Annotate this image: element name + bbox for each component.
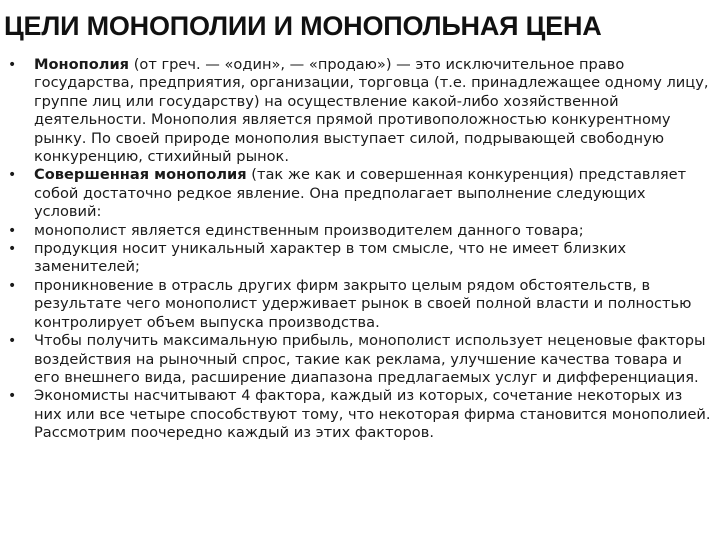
bullet-text: (так же как и совершенная конкуренция) представляет собой достаточно редкое явление. Она предполагает выполнение следующих условий: xyxy=(34,166,687,221)
bullet-term: Монополия xyxy=(34,56,130,73)
bullet-text: (от греч. — «один», — «продаю») — это исключительное право государства, предприятия, организации, торговца (т.е. принадлежащее одному лицу, группе лиц или государству) на осуществление какой-либо хозяйственной деятельности. Монополия является прямой противоположностью конкурентному рынку. По своей природе монополия выступает силой, подрывающей свободную конкуренцию, стихийный рынок. xyxy=(34,56,709,166)
bullet-icon: • xyxy=(8,333,17,350)
bullet-text: Экономисты насчитывают 4 фактора, каждый из которых, сочетание некоторых из них или все четыре способствуют тому, что некоторая фирма становится монополией. Рассмотрим поочередно каждый из этих факторов. xyxy=(34,387,711,442)
bullet-icon: • xyxy=(8,241,17,258)
bullet-item-single-producer xyxy=(0,222,716,240)
bullet-item-perfect-monopoly xyxy=(0,166,716,221)
bullet-item-unique-product xyxy=(0,240,716,277)
bullet-text: монополист является единственным производителем данного товара; xyxy=(34,221,584,239)
bullet-text: проникновение в отрасль других фирм закрыто целым рядом обстоятельств, в результате чего монополист удерживает рынок в своей полной власти и полностью контролирует объем выпуска производства. xyxy=(34,276,692,331)
bullet-icon: • xyxy=(8,388,17,405)
bullet-item-non-price-factors xyxy=(0,332,716,387)
bullet-item-four-factors xyxy=(0,387,716,442)
bullet-list xyxy=(0,56,716,443)
bullet-icon: • xyxy=(8,167,17,184)
bullet-icon: • xyxy=(8,277,17,294)
bullet-icon: • xyxy=(8,57,17,73)
bullet-icon: • xyxy=(8,222,17,239)
bullet-item-entry-barriers xyxy=(0,277,716,332)
bullet-text: продукция носит уникальный характер в том смысле, что не имеет близких заменителей; xyxy=(34,240,627,276)
bullet-term: Совершенная монополия xyxy=(34,166,247,184)
slide-title: ЦЕЛИ МОНОПОЛИИ И МОНОПОЛЬНАЯ ЦЕНА xyxy=(4,11,602,41)
bullet-item-monopoly-definition xyxy=(0,56,716,166)
bullet-text: Чтобы получить максимальную прибыль, монополист использует неценовые факторы воздействия на рыночный спрос, такие как реклама, улучшение качества товара и его внешнего вида, расширение диапазона предлагаемых услуг и дифференциация. xyxy=(34,332,706,386)
